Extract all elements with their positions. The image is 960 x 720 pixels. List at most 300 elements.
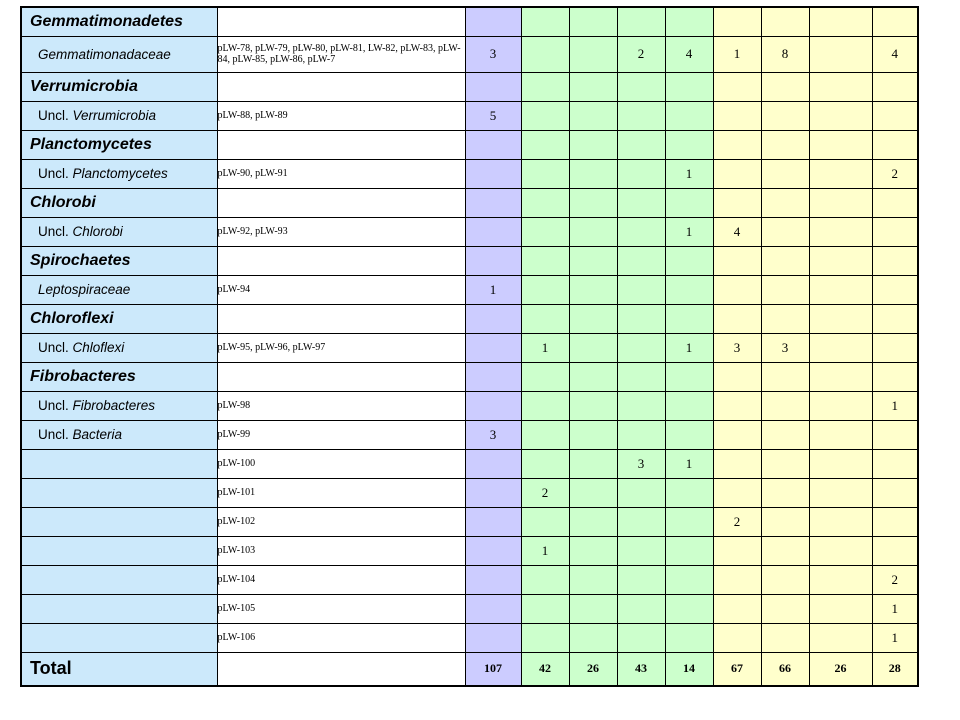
table-row bbox=[21, 72, 918, 101]
value-cell bbox=[713, 420, 761, 449]
clone-ids-cell: pLW-98 bbox=[217, 391, 465, 420]
value-cell bbox=[713, 159, 761, 188]
clone-ids-cell bbox=[217, 304, 465, 333]
family-label bbox=[22, 108, 217, 123]
family-name: Planctomycetes bbox=[72, 166, 168, 181]
taxon-cell bbox=[21, 536, 217, 565]
table-row bbox=[21, 101, 918, 130]
value-cell: 1 bbox=[872, 391, 918, 420]
family-label bbox=[22, 47, 217, 62]
value-cell bbox=[569, 159, 617, 188]
family-label bbox=[22, 166, 217, 181]
value-cell: 67 bbox=[713, 652, 761, 686]
clone-ids-cell: pLW-92, pLW-93 bbox=[217, 217, 465, 246]
value-cell: 28 bbox=[872, 652, 918, 686]
value-cell bbox=[761, 594, 809, 623]
value-cell bbox=[713, 188, 761, 217]
family-prefix: Uncl. bbox=[38, 108, 73, 123]
family-label bbox=[22, 282, 217, 297]
value-cell bbox=[569, 449, 617, 478]
value-cell bbox=[713, 536, 761, 565]
value-cell bbox=[465, 362, 521, 391]
family-label bbox=[22, 224, 217, 239]
value-cell bbox=[713, 565, 761, 594]
value-cell bbox=[809, 72, 872, 101]
value-cell bbox=[569, 101, 617, 130]
value-cell: 3 bbox=[465, 36, 521, 72]
value-cell bbox=[665, 72, 713, 101]
value-cell bbox=[665, 101, 713, 130]
value-cell bbox=[617, 275, 665, 304]
value-cell bbox=[569, 420, 617, 449]
value-cell bbox=[809, 246, 872, 275]
value-cell bbox=[617, 362, 665, 391]
value-cell bbox=[761, 478, 809, 507]
total-row bbox=[21, 652, 918, 686]
taxon-cell bbox=[21, 478, 217, 507]
value-cell bbox=[465, 72, 521, 101]
clone-ids-cell: pLW-88, pLW-89 bbox=[217, 101, 465, 130]
value-cell bbox=[761, 159, 809, 188]
value-cell bbox=[809, 333, 872, 362]
value-cell: 3 bbox=[761, 333, 809, 362]
value-cell: 3 bbox=[465, 420, 521, 449]
value-cell bbox=[665, 130, 713, 159]
clone-ids-cell bbox=[217, 188, 465, 217]
value-cell bbox=[617, 304, 665, 333]
family-prefix: Uncl. bbox=[38, 224, 73, 239]
phylum-label: Planctomycetes bbox=[30, 135, 152, 153]
value-cell bbox=[617, 7, 665, 36]
value-cell bbox=[617, 594, 665, 623]
clone-ids-cell bbox=[217, 7, 465, 36]
clone-ids-cell: pLW-90, pLW-91 bbox=[217, 159, 465, 188]
taxon-cell bbox=[21, 159, 217, 188]
value-cell bbox=[872, 130, 918, 159]
value-cell bbox=[713, 246, 761, 275]
table-row bbox=[21, 623, 918, 652]
value-cell bbox=[665, 507, 713, 536]
value-cell bbox=[569, 623, 617, 652]
taxon-cell bbox=[21, 36, 217, 72]
phylum-label: Verrumicrobia bbox=[30, 77, 138, 95]
value-cell: 14 bbox=[665, 652, 713, 686]
value-cell bbox=[665, 246, 713, 275]
value-cell bbox=[465, 7, 521, 36]
value-cell: 43 bbox=[617, 652, 665, 686]
value-cell: 2 bbox=[617, 36, 665, 72]
value-cell: 1 bbox=[872, 594, 918, 623]
table-row bbox=[21, 391, 918, 420]
value-cell bbox=[569, 565, 617, 594]
value-cell bbox=[569, 246, 617, 275]
value-cell bbox=[665, 594, 713, 623]
value-cell bbox=[569, 594, 617, 623]
value-cell bbox=[521, 130, 569, 159]
value-cell: 1 bbox=[465, 275, 521, 304]
value-cell bbox=[569, 7, 617, 36]
family-name: Verrumicrobia bbox=[72, 108, 157, 123]
value-cell bbox=[521, 101, 569, 130]
value-cell bbox=[761, 623, 809, 652]
value-cell: 1 bbox=[665, 217, 713, 246]
family-prefix: Uncl. bbox=[38, 427, 73, 442]
taxon-cell bbox=[21, 565, 217, 594]
value-cell bbox=[809, 362, 872, 391]
value-cell: 2 bbox=[521, 478, 569, 507]
value-cell: 107 bbox=[465, 652, 521, 686]
clone-ids-cell: pLW-105 bbox=[217, 594, 465, 623]
value-cell bbox=[761, 72, 809, 101]
clone-ids-cell bbox=[217, 652, 465, 686]
value-cell bbox=[465, 217, 521, 246]
value-cell bbox=[521, 304, 569, 333]
clone-ids-cell: pLW-101 bbox=[217, 478, 465, 507]
family-name: Leptospiraceae bbox=[38, 282, 131, 297]
value-cell bbox=[761, 449, 809, 478]
value-cell bbox=[761, 246, 809, 275]
table-row bbox=[21, 188, 918, 217]
value-cell bbox=[569, 507, 617, 536]
value-cell bbox=[617, 246, 665, 275]
value-cell bbox=[521, 275, 569, 304]
value-cell: 26 bbox=[569, 652, 617, 686]
value-cell bbox=[713, 130, 761, 159]
value-cell bbox=[465, 159, 521, 188]
clone-ids-cell: pLW-104 bbox=[217, 565, 465, 594]
value-cell bbox=[761, 420, 809, 449]
value-cell bbox=[872, 217, 918, 246]
phylum-label: Spirochaetes bbox=[30, 251, 131, 269]
value-cell bbox=[809, 275, 872, 304]
value-cell bbox=[713, 304, 761, 333]
family-prefix: Uncl. bbox=[38, 166, 73, 181]
value-cell: 1 bbox=[521, 333, 569, 362]
value-cell bbox=[569, 130, 617, 159]
value-cell bbox=[761, 7, 809, 36]
value-cell bbox=[521, 159, 569, 188]
value-cell bbox=[761, 536, 809, 565]
value-cell bbox=[465, 565, 521, 594]
value-cell bbox=[521, 217, 569, 246]
value-cell bbox=[761, 188, 809, 217]
value-cell bbox=[465, 391, 521, 420]
clone-ids-cell: pLW-102 bbox=[217, 507, 465, 536]
value-cell bbox=[761, 101, 809, 130]
clone-ids-cell: pLW-95, pLW-96, pLW-97 bbox=[217, 333, 465, 362]
phylum-label: Chloroflexi bbox=[30, 309, 114, 327]
family-name: Fibrobacteres bbox=[72, 398, 156, 413]
value-cell bbox=[617, 536, 665, 565]
value-cell bbox=[665, 565, 713, 594]
table-row bbox=[21, 449, 918, 478]
family-label bbox=[22, 427, 217, 442]
value-cell bbox=[809, 565, 872, 594]
value-cell bbox=[713, 275, 761, 304]
taxon-cell bbox=[21, 275, 217, 304]
value-cell bbox=[809, 304, 872, 333]
table-row bbox=[21, 275, 918, 304]
value-cell: 4 bbox=[713, 217, 761, 246]
value-cell bbox=[569, 391, 617, 420]
value-cell bbox=[872, 333, 918, 362]
value-cell bbox=[872, 478, 918, 507]
value-cell bbox=[713, 7, 761, 36]
value-cell bbox=[617, 217, 665, 246]
value-cell bbox=[713, 362, 761, 391]
value-cell bbox=[761, 275, 809, 304]
value-cell bbox=[761, 130, 809, 159]
value-cell: 2 bbox=[872, 565, 918, 594]
value-cell bbox=[665, 536, 713, 565]
table-row bbox=[21, 36, 918, 72]
value-cell bbox=[872, 449, 918, 478]
table-row bbox=[21, 7, 918, 36]
value-cell bbox=[465, 130, 521, 159]
value-cell bbox=[872, 507, 918, 536]
value-cell bbox=[617, 333, 665, 362]
value-cell bbox=[617, 188, 665, 217]
family-prefix: Uncl. bbox=[38, 340, 73, 355]
value-cell bbox=[761, 565, 809, 594]
value-cell bbox=[521, 565, 569, 594]
phylum-label: Gemmatimonadetes bbox=[30, 12, 183, 30]
value-cell bbox=[665, 275, 713, 304]
table-row bbox=[21, 333, 918, 362]
table-row bbox=[21, 246, 918, 275]
value-cell: 1 bbox=[665, 449, 713, 478]
clone-ids-cell bbox=[217, 130, 465, 159]
value-cell bbox=[872, 362, 918, 391]
value-cell bbox=[761, 362, 809, 391]
value-cell bbox=[617, 565, 665, 594]
family-name: Gemmatimonadaceae bbox=[38, 46, 171, 62]
value-cell: 1 bbox=[521, 536, 569, 565]
value-cell: 8 bbox=[761, 36, 809, 72]
value-cell bbox=[465, 333, 521, 362]
value-cell bbox=[809, 449, 872, 478]
taxon-cell bbox=[21, 130, 217, 159]
value-cell: 1 bbox=[665, 333, 713, 362]
value-cell bbox=[761, 507, 809, 536]
phylum-label: Chlorobi bbox=[30, 193, 96, 211]
taxon-cell bbox=[21, 188, 217, 217]
value-cell bbox=[521, 246, 569, 275]
value-cell bbox=[809, 7, 872, 36]
table-row bbox=[21, 304, 918, 333]
value-cell bbox=[713, 594, 761, 623]
value-cell bbox=[521, 72, 569, 101]
value-cell bbox=[521, 420, 569, 449]
table-row bbox=[21, 130, 918, 159]
table-row bbox=[21, 536, 918, 565]
value-cell bbox=[569, 478, 617, 507]
value-cell bbox=[713, 72, 761, 101]
table-row bbox=[21, 159, 918, 188]
value-cell bbox=[665, 188, 713, 217]
value-cell bbox=[872, 101, 918, 130]
value-cell: 3 bbox=[617, 449, 665, 478]
value-cell: 4 bbox=[665, 36, 713, 72]
phylum-label: Fibrobacteres bbox=[30, 367, 136, 385]
table-row bbox=[21, 565, 918, 594]
taxon-cell bbox=[21, 507, 217, 536]
taxon-cell bbox=[21, 304, 217, 333]
table-row bbox=[21, 478, 918, 507]
value-cell bbox=[569, 362, 617, 391]
value-cell bbox=[569, 333, 617, 362]
value-cell bbox=[521, 188, 569, 217]
taxon-cell bbox=[21, 217, 217, 246]
value-cell bbox=[617, 72, 665, 101]
value-cell bbox=[872, 275, 918, 304]
value-cell bbox=[761, 391, 809, 420]
value-cell bbox=[521, 507, 569, 536]
value-cell bbox=[809, 391, 872, 420]
family-name: Chlorobi bbox=[72, 224, 123, 239]
value-cell bbox=[713, 391, 761, 420]
value-cell bbox=[665, 362, 713, 391]
table-row bbox=[21, 420, 918, 449]
value-cell: 3 bbox=[713, 333, 761, 362]
value-cell bbox=[569, 275, 617, 304]
taxon-cell bbox=[21, 246, 217, 275]
value-cell bbox=[521, 362, 569, 391]
value-cell bbox=[809, 36, 872, 72]
value-cell bbox=[665, 391, 713, 420]
value-cell bbox=[569, 72, 617, 101]
value-cell: 4 bbox=[872, 36, 918, 72]
clone-distribution-table bbox=[20, 6, 919, 687]
value-cell bbox=[809, 217, 872, 246]
family-label bbox=[22, 340, 217, 355]
taxon-cell bbox=[21, 362, 217, 391]
value-cell: 2 bbox=[713, 507, 761, 536]
table-row bbox=[21, 217, 918, 246]
family-name: Chloflexi bbox=[72, 340, 125, 355]
value-cell bbox=[872, 72, 918, 101]
value-cell bbox=[569, 536, 617, 565]
value-cell bbox=[665, 623, 713, 652]
value-cell bbox=[617, 391, 665, 420]
value-cell bbox=[617, 420, 665, 449]
value-cell bbox=[521, 623, 569, 652]
table-row bbox=[21, 594, 918, 623]
value-cell bbox=[617, 159, 665, 188]
value-cell bbox=[665, 7, 713, 36]
value-cell bbox=[809, 188, 872, 217]
value-cell bbox=[521, 36, 569, 72]
value-cell: 66 bbox=[761, 652, 809, 686]
family-prefix: Uncl. bbox=[38, 398, 73, 413]
clone-ids-cell: pLW-100 bbox=[217, 449, 465, 478]
clone-ids-cell: pLW-78, pLW-79, pLW-80, pLW-81, LW-82, pLW-83, pLW-84, pLW-85, pLW-86, pLW-7 bbox=[217, 36, 465, 72]
value-cell: 26 bbox=[809, 652, 872, 686]
value-cell bbox=[465, 478, 521, 507]
value-cell: 5 bbox=[465, 101, 521, 130]
value-cell bbox=[521, 391, 569, 420]
value-cell: 42 bbox=[521, 652, 569, 686]
taxon-cell bbox=[21, 333, 217, 362]
clone-ids-cell bbox=[217, 362, 465, 391]
taxon-cell bbox=[21, 101, 217, 130]
taxon-cell bbox=[21, 72, 217, 101]
table-body bbox=[21, 7, 918, 686]
taxon-cell bbox=[21, 7, 217, 36]
taxon-cell bbox=[21, 391, 217, 420]
value-cell bbox=[617, 623, 665, 652]
taxon-cell bbox=[21, 594, 217, 623]
value-cell bbox=[521, 594, 569, 623]
value-cell bbox=[617, 478, 665, 507]
value-cell bbox=[465, 304, 521, 333]
total-label: Total bbox=[30, 658, 72, 679]
value-cell bbox=[761, 304, 809, 333]
value-cell bbox=[465, 507, 521, 536]
family-label bbox=[22, 398, 217, 413]
value-cell bbox=[872, 304, 918, 333]
value-cell: 2 bbox=[872, 159, 918, 188]
value-cell bbox=[713, 623, 761, 652]
value-cell bbox=[465, 449, 521, 478]
value-cell bbox=[872, 246, 918, 275]
taxon-cell bbox=[21, 652, 217, 686]
value-cell bbox=[809, 594, 872, 623]
taxon-cell bbox=[21, 449, 217, 478]
value-cell bbox=[761, 217, 809, 246]
value-cell bbox=[809, 536, 872, 565]
clone-ids-cell: pLW-94 bbox=[217, 275, 465, 304]
clone-ids-cell: pLW-103 bbox=[217, 536, 465, 565]
clone-ids-cell bbox=[217, 246, 465, 275]
value-cell bbox=[713, 478, 761, 507]
value-cell bbox=[665, 420, 713, 449]
value-cell bbox=[809, 623, 872, 652]
table-row bbox=[21, 507, 918, 536]
value-cell bbox=[872, 420, 918, 449]
value-cell bbox=[809, 478, 872, 507]
clone-ids-cell: pLW-106 bbox=[217, 623, 465, 652]
value-cell bbox=[665, 478, 713, 507]
value-cell bbox=[617, 101, 665, 130]
value-cell bbox=[617, 130, 665, 159]
value-cell bbox=[465, 246, 521, 275]
value-cell bbox=[809, 420, 872, 449]
value-cell bbox=[713, 101, 761, 130]
value-cell bbox=[809, 130, 872, 159]
clone-ids-cell bbox=[217, 72, 465, 101]
value-cell bbox=[665, 304, 713, 333]
taxon-cell bbox=[21, 623, 217, 652]
value-cell: 1 bbox=[872, 623, 918, 652]
value-cell bbox=[569, 217, 617, 246]
taxon-cell bbox=[21, 420, 217, 449]
family-name: Bacteria bbox=[72, 427, 123, 442]
value-cell bbox=[617, 507, 665, 536]
value-cell bbox=[465, 623, 521, 652]
value-cell bbox=[521, 449, 569, 478]
value-cell bbox=[465, 594, 521, 623]
value-cell bbox=[809, 159, 872, 188]
value-cell bbox=[809, 101, 872, 130]
value-cell bbox=[872, 7, 918, 36]
value-cell bbox=[465, 536, 521, 565]
value-cell bbox=[569, 36, 617, 72]
value-cell bbox=[569, 304, 617, 333]
value-cell bbox=[465, 188, 521, 217]
value-cell bbox=[809, 507, 872, 536]
value-cell bbox=[872, 188, 918, 217]
